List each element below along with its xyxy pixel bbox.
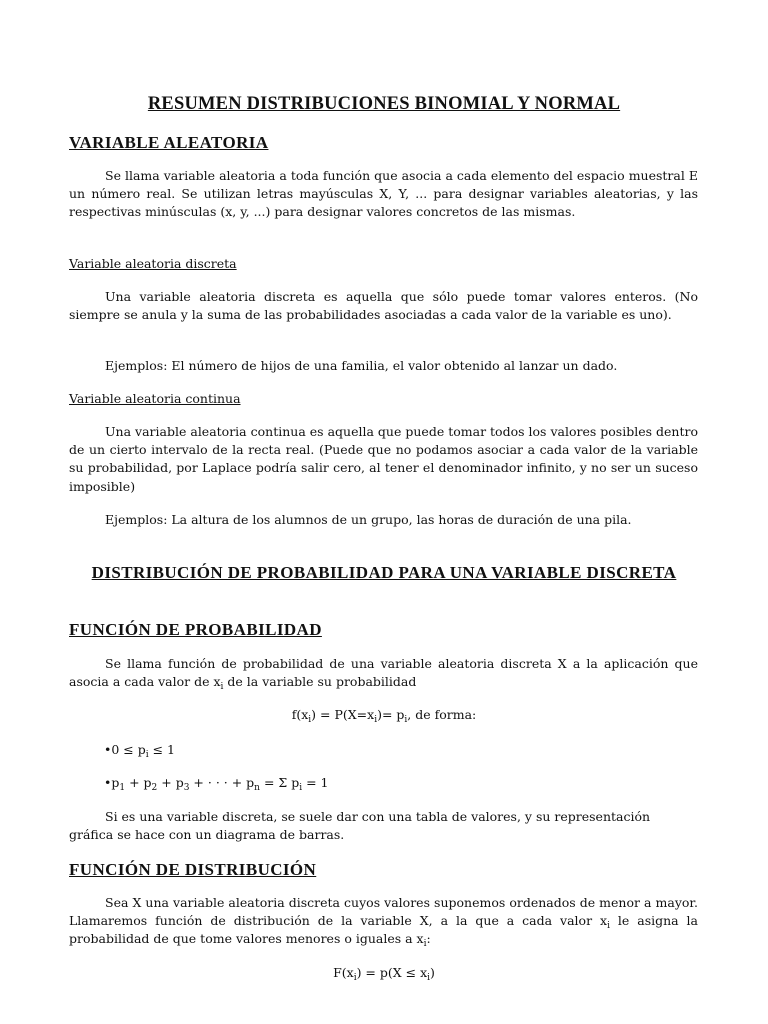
paragraph-funcion-distribucion: Sea X una variable aleatoria discreta cuyos valores suponemos ordenados de menor a mayor. Llamaremos función de distribución de la variable X, a la que a cada valor $x_i$ le asigna la probabilidad de que tome valores menores o iguales a $x_i$: [69,895,699,950]
paragraph-discrete-examples: Ejemplos: El número de hijos de una familia, el valor obtenido al lanzar un dado. [105,358,618,373]
paragraph-discrete-table: Si es una variable discreta, se suele dar con una tabla de valores, y su representación gráfica se hace con un diagrama de barras. [69,809,651,843]
subheading-continuous: Variable aleatoria continua [69,391,241,406]
formula-probability-function: $f(x_i) = P(X=x_i)= p_i$, de forma: [291,707,477,725]
heading-funcion-probabilidad: FUNCIÓN DE PROBABILIDAD [69,620,322,639]
bullet-probability-sum: $•p_1 + p_2 + p_3$ + · · · + $p_n = \Sigma$ $p_i = 1$ [104,775,329,793]
paragraph-discrete: Una variable aleatoria discreta es aquella que sólo puede tomar valores enteros. (No siempre se anula y la suma de las probabilidades asociadas a cada valor de la variable es uno). [69,289,698,323]
heading-funcion-distribucion: FUNCIÓN DE DISTRIBUCIÓN [69,860,317,879]
paragraph-continuous: Una variable aleatoria continua es aquella que puede tomar todos los valores posibles dentro de un cierto intervalo de la recta real. (Puede que no podamos asociar a cada valor de la variable su probabilidad, por Laplace podría salir cero, al tener el denominador infinito, y no ser un suceso imposible) [69,424,698,494]
heading-distribucion-probabilidad: DISTRIBUCIÓN DE PROBABILIDAD PARA UNA VARIABLE DISCRETA [91,563,677,582]
formula-distribution-function: $F(x_i) = p(X \le x_i)$ [333,965,435,983]
document-title: RESUMEN DISTRIBUCIONES BINOMIAL Y NORMAL [147,94,621,114]
bullet-probability-range: •0 ≤ $p_i \le 1$ [104,742,176,760]
paragraph-definition: Se llama variable aleatoria a toda función que asocia a cada elemento del espacio muestral E un número real. Se utilizan letras mayúsculas X, Y, ... para designar variables aleatorias, y las respectivas minúsculas (x, y, ...) para designar valores concretos de las mismas. [69,168,698,220]
heading-variable-aleatoria: VARIABLE ALEATORIA [69,133,269,152]
paragraph-continuous-examples: Ejemplos: La altura de los alumnos de un grupo, las horas de duración de una pila. [105,512,632,527]
paragraph-funcion-probabilidad: Se llama función de probabilidad de una variable aleatoria discreta X a la aplicación que asocia a cada valor de $x_i$ de la variable su probabilidad [69,656,698,693]
subheading-discrete: Variable aleatoria discreta [69,256,237,271]
